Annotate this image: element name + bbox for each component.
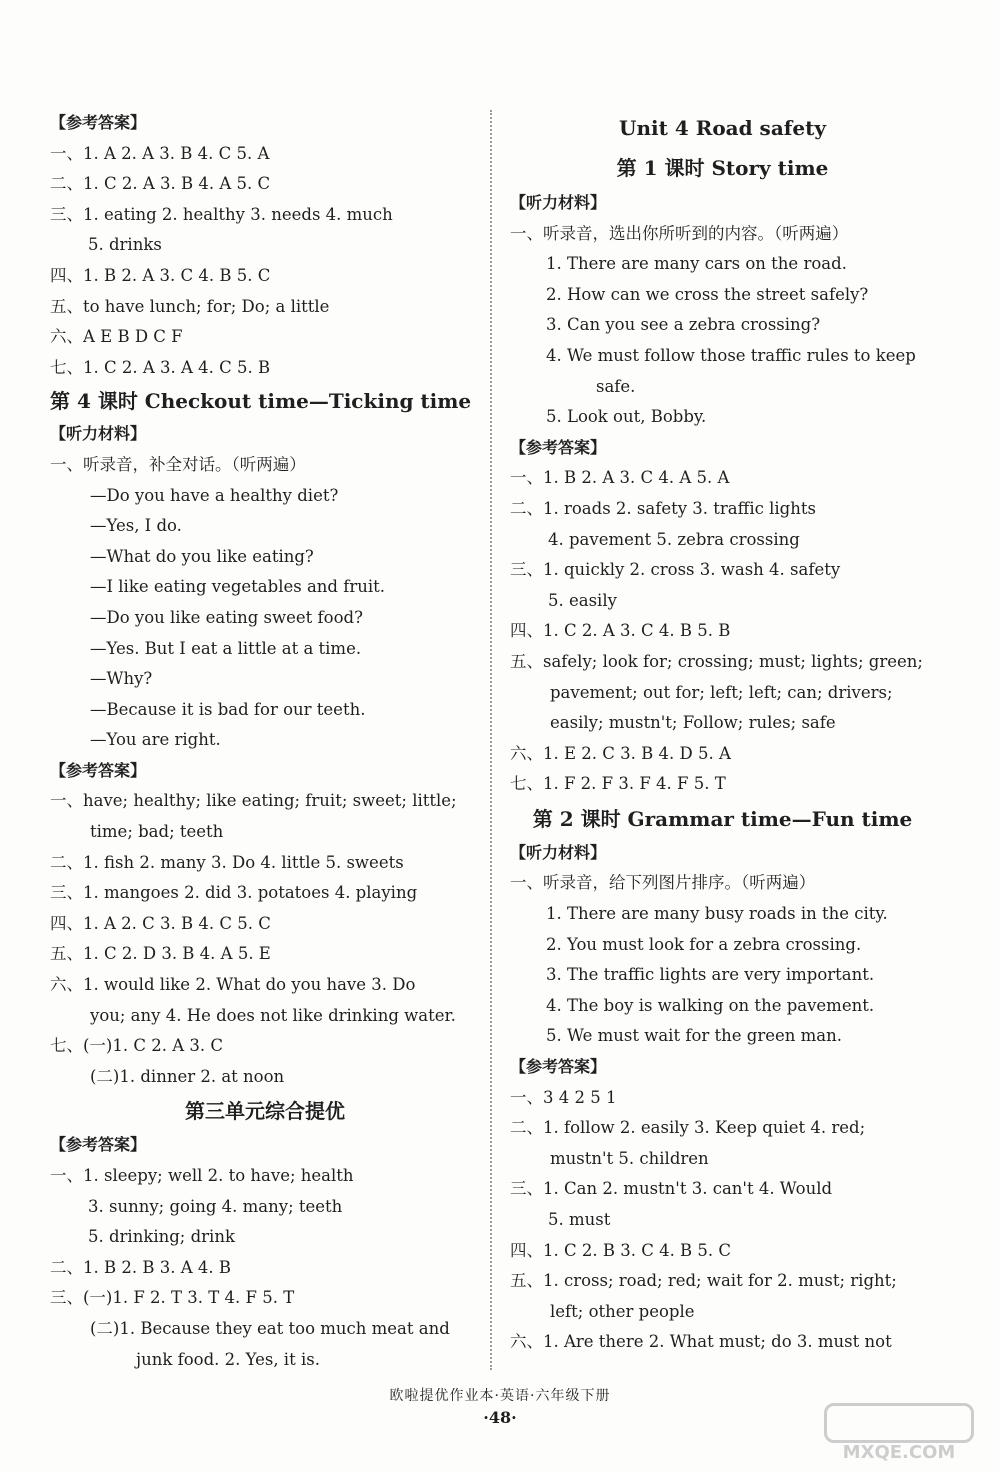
text-line: 1. There are many busy roads in the city.	[546, 904, 888, 924]
text-line: —Yes, I do.	[90, 516, 182, 536]
text-line: 三、1. quickly 2. cross 3. wash 4. safety	[510, 560, 841, 580]
text-line: 七、1. C 2. A 3. A 4. C 5. B	[50, 357, 271, 377]
text-line: 五、1. C 2. D 3. B 4. A 5. E	[50, 944, 271, 964]
section-heading: 第 1 课时 Story time	[616, 156, 829, 180]
text-line: 五、to have lunch; for; Do; a little	[50, 296, 330, 316]
footer-book-title: 欧啦提优作业本·英语·六年级下册	[389, 1388, 611, 1404]
text-line: 4. The boy is walking on the pavement.	[546, 995, 875, 1015]
text-line: 一、听录音，补全对话。（听两遍）	[50, 454, 306, 474]
text-line: 一、1. A 2. A 3. B 4. C 5. A	[50, 143, 270, 163]
text-line: 2. You must look for a zebra crossing.	[546, 934, 862, 954]
text-line: (二)1. Because they eat too much meat and	[90, 1318, 450, 1338]
text-line: 三、1. eating 2. healthy 3. needs 4. much	[50, 204, 393, 224]
text-line: time; bad; teeth	[90, 822, 224, 842]
text-line: junk food. 2. Yes, it is.	[136, 1349, 320, 1369]
text-line: 2. How can we cross the street safely?	[546, 284, 869, 304]
text-line: mustn't 5. children	[550, 1148, 709, 1168]
section-tag: 【听力材料】	[50, 424, 147, 444]
text-line: 5. drinking; drink	[88, 1227, 235, 1247]
section-tag: 【参考答案】	[510, 437, 607, 457]
text-line: 四、1. B 2. A 3. C 4. B 5. C	[50, 265, 271, 285]
section-tag: 【参考答案】	[50, 760, 147, 780]
text-line: —Do you have a healthy diet?	[90, 485, 339, 505]
text-line: 一、1. sleepy; well 2. to have; health	[50, 1166, 354, 1185]
text-line: 3. Can you see a zebra crossing?	[546, 315, 821, 335]
left-column	[50, 108, 480, 1375]
text-line: 5. drinks	[88, 235, 162, 255]
text-line: 三、(一)1. F 2. T 3. T 4. F 5. T	[50, 1288, 295, 1308]
text-line: 七、1. F 2. F 3. F 4. F 5. T	[510, 774, 726, 794]
text-line: 一、have; healthy; like eating; fruit; sweet; little;	[50, 791, 457, 811]
text-line: —Why?	[90, 669, 153, 689]
text-line: —Because it is bad for our teeth.	[90, 699, 366, 719]
text-line: —What do you like eating?	[90, 546, 314, 566]
section-heading: 第三单元综合提优	[185, 1099, 345, 1124]
section-tag: 【听力材料】	[510, 842, 607, 862]
text-line: 二、1. roads 2. safety 3. traffic lights	[510, 498, 816, 518]
text-line: 4. pavement 5. zebra crossing	[548, 529, 800, 549]
text-line: (二)1. dinner 2. at noon	[90, 1066, 285, 1086]
text-line: 一、1. B 2. A 3. C 4. A 5. A	[510, 468, 730, 488]
watermark-url: MXQE.COM	[842, 1442, 956, 1463]
text-line: —You are right.	[90, 730, 221, 750]
text-line: 二、1. B 2. B 3. A 4. B	[50, 1257, 231, 1277]
section-heading: Unit 4 Road safety	[619, 116, 826, 140]
text-line: 4. We must follow those traffic rules to keep	[546, 345, 916, 365]
text-line: 三、1. Can 2. mustn't 3. can't 4. Would	[510, 1179, 833, 1199]
section-heading: 第 4 课时 Checkout time—Ticking time	[50, 389, 472, 414]
page-number: ·48·	[483, 1408, 517, 1427]
text-line: 3. The traffic lights are very important.	[546, 965, 875, 985]
watermark-logo	[824, 1403, 974, 1463]
text-line: 六、1. would like 2. What do you have 3. Do	[50, 975, 416, 995]
text-line: 四、1. C 2. B 3. C 4. B 5. C	[510, 1240, 732, 1260]
right-column	[510, 108, 935, 1358]
text-line: 1. There are many cars on the road.	[546, 254, 847, 274]
text-line: 三、1. mangoes 2. did 3. potatoes 4. playing	[50, 883, 418, 903]
text-line: 四、1. A 2. C 3. B 4. C 5. C	[50, 913, 271, 933]
text-line: —Do you like eating sweet food?	[90, 607, 363, 627]
text-line: 一、3 4 2 5 1	[510, 1087, 617, 1107]
text-line: 5. We must wait for the green man.	[546, 1026, 842, 1046]
text-line: safe.	[596, 376, 636, 396]
column-divider	[490, 110, 492, 1370]
text-line: pavement; out for; left; left; can; drivers;	[550, 682, 893, 702]
text-line: 七、(一)1. C 2. A 3. C	[50, 1036, 223, 1056]
text-line: 二、1. fish 2. many 3. Do 4. little 5. sweets	[50, 852, 404, 872]
text-line: —Yes. But I eat a little at a time.	[90, 638, 362, 658]
section-heading: 第 2 课时 Grammar time—Fun time	[532, 806, 913, 831]
text-line: 5. easily	[548, 590, 617, 610]
section-tag: 【参考答案】	[50, 113, 147, 132]
text-line: you; any 4. He does not like drinking water.	[90, 1005, 456, 1025]
text-line: 六、1. E 2. C 3. B 4. D 5. A	[510, 743, 731, 763]
section-tag: 【参考答案】	[50, 1135, 147, 1155]
text-line: 5. Look out, Bobby.	[546, 407, 707, 427]
section-tag: 【参考答案】	[510, 1057, 607, 1077]
text-line: 五、safely; look for; crossing; must; lights; green;	[510, 651, 923, 671]
watermark-box	[824, 1403, 974, 1443]
text-line: 六、A E B D C F	[50, 327, 183, 347]
text-line: easily; mustn't; Follow; rules; safe	[550, 713, 836, 733]
text-line: 一、听录音，给下列图片排序。（听两遍）	[510, 873, 816, 893]
text-line: 一、听录音，选出你所听到的内容。（听两遍）	[510, 223, 849, 243]
text-line: 四、1. C 2. A 3. C 4. B 5. B	[510, 621, 731, 641]
text-line: —I like eating vegetables and fruit.	[90, 577, 386, 597]
text-line: 六、1. Are there 2. What must; do 3. must not	[510, 1332, 892, 1352]
text-line: 二、1. follow 2. easily 3. Keep quiet 4. red;	[510, 1118, 866, 1138]
text-line: 二、1. C 2. A 3. B 4. A 5. C	[50, 174, 271, 194]
text-line: left; other people	[550, 1301, 695, 1321]
text-line: 3. sunny; going 4. many; teeth	[88, 1196, 343, 1216]
text-line: 5. must	[548, 1210, 611, 1229]
text-line: 五、1. cross; road; red; wait for 2. must; right;	[510, 1271, 897, 1291]
section-tag: 【听力材料】	[510, 193, 607, 212]
